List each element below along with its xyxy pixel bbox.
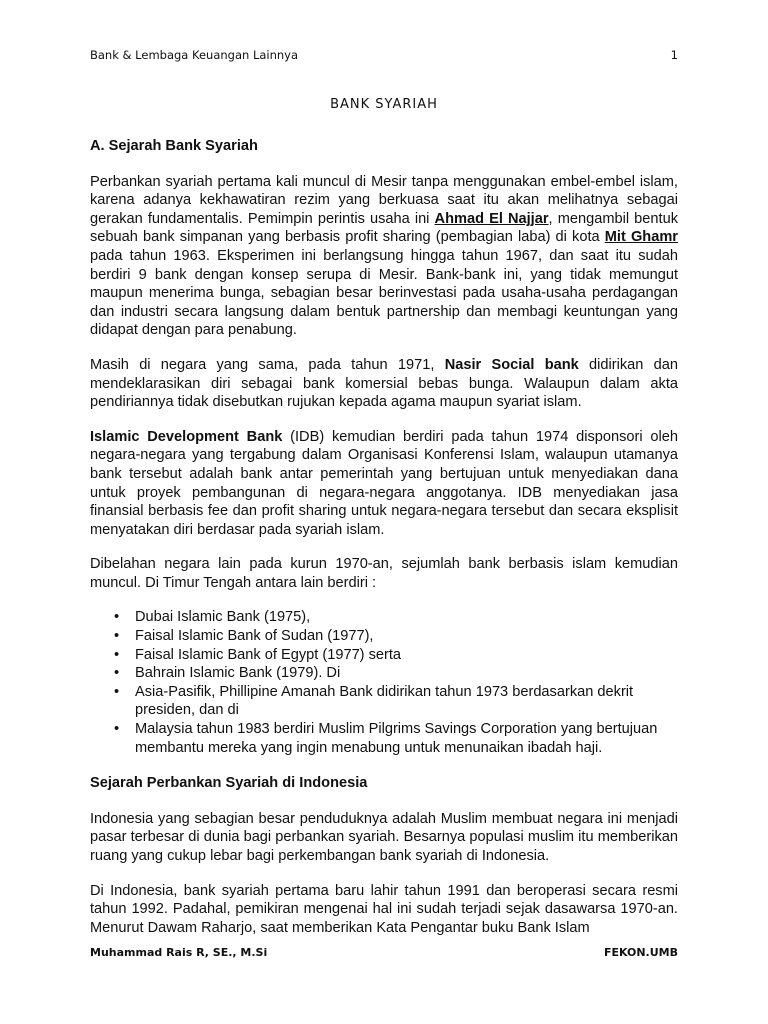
bank-list	[90, 608, 678, 757]
list-item: • Bahrain Islamic Bank (1979). Di	[114, 665, 341, 682]
page-footer	[90, 946, 678, 959]
bullet-icon: •	[114, 665, 120, 682]
highlight-islamic-development-bank: Islamic Development Bank	[90, 428, 283, 445]
section-heading-sejarah: A. Sejarah Bank Syariah	[90, 138, 258, 154]
paragraph-1970an: Dibelahan negara lain pada kurun 1970-an, sejumlah bank berbasis islam kemudian muncul. Di Timur Tengah antara lain berdiri :	[90, 556, 678, 591]
footer-author: Muhammad Rais R, SE., M.Si	[90, 946, 268, 959]
document-title: BANK SYARIAH	[330, 97, 438, 112]
document-body	[90, 137, 678, 937]
list-item: • Faisal Islamic Bank of Sudan (1977),	[114, 628, 374, 645]
list-item: • Faisal Islamic Bank of Egypt (1977) serta	[114, 646, 402, 663]
bullet-icon: •	[114, 609, 120, 626]
section-heading-indonesia: Sejarah Perbankan Syariah di Indonesia	[90, 775, 368, 792]
paragraph-nasir-social-bank: Masih di negara yang sama, pada tahun 1971, Nasir Social bank didirikan dan mendeklarasikan diri sebagai bank komersial bebas bunga. Walaupun dalam akta pendiriannya tidak disebutkan rujukan kepada agama maupun syariat islam.	[90, 356, 678, 411]
bullet-icon: •	[114, 721, 120, 738]
paragraph-indonesia-pasar: Indonesia yang sebagian besar penduduknya adalah Muslim membuat negara ini menjadi pasar terbesar di dunia bagi perbankan syariah. Besarnya populasi muslim itu memberikan ruang yang cukup lebar bagi perkembangan bank syariah di Indonesia.	[90, 810, 678, 864]
highlight-mit-ghamr: Mit Ghamr	[604, 229, 678, 246]
highlight-ahmad-el-najjar: Ahmad El Najjar	[434, 210, 549, 227]
paragraph-mesir: Perbankan syariah pertama kali muncul di Mesir tanpa menggunakan embel-embel islam, karena adanya kekhawatiran rezim yang berkuasa saat itu akan melihatnya sebagai gerakan fundamentalis. Pemimpin perintis usaha ini Ahmad El Najjar, mengambil bentuk sebuah bank simpanan yang berbasis profit sharing (pembagian laba) di kota Mit Ghamr pada tahun 1963. Eksperimen ini berlangsung hingga tahun 1967, dan saat itu sudah berdiri 9 bank dengan konsep serupa di Mesir. Bank-bank ini, yang tidak memungut maupun menerima bunga, sebagian besar berinvestasi pada usaha-usaha perdagangan dan industri secara langsung dalam bentuk partnership dan membagi keuntungan yang didapat dengan para penabung.	[90, 173, 678, 339]
highlight-nasir-social-bank: Nasir Social bank	[444, 356, 579, 373]
page-number: 1	[670, 48, 678, 62]
list-item: • Malaysia tahun 1983 berdiri Muslim Pilgrims Savings Corporation yang bertujuan membantu mereka yang ingin menabung untuk menunaikan ibadah haji.	[114, 721, 658, 756]
list-item: • Dubai Islamic Bank (1975),	[114, 609, 311, 626]
bullet-icon: •	[114, 683, 120, 700]
footer-institution: FEKON.UMB	[603, 946, 678, 959]
paragraph-indonesia-1991: Di Indonesia, bank syariah pertama baru lahir tahun 1991 dan beroperasi secara resmi tahun 1992. Padahal, pemikiran mengenai hal ini sudah terjadi sejak dasawarsa 1970-an. Menurut Dawam Raharjo, saat memberikan Kata Pengantar buku Bank Islam	[90, 882, 678, 936]
bullet-icon: •	[114, 646, 120, 663]
bullet-icon: •	[114, 628, 120, 645]
paragraph-idb: Islamic Development Bank (IDB) kemudian berdiri pada tahun 1974 disponsori oleh negara-negara yang tergabung dalam Organisasi Konferensi Islam, walaupun utamanya bank tersebut adalah bank antar pemerintah yang bertujuan untuk menyediakan dana untuk proyek pembangunan di negara-negara anggotanya. IDB menyediakan jasa finansial berbasis fee dan profit sharing untuk negara-negara tersebut dan secara eksplisit menyatakan diri berdasar pada syariah islam.	[90, 428, 678, 538]
header-title: Bank & Lembaga Keuangan Lainnya	[90, 48, 299, 62]
list-item: • Asia-Pasifik, Phillipine Amanah Bank didirikan tahun 1973 berdasarkan dekrit presiden, dan di	[114, 683, 634, 719]
page-header	[90, 48, 678, 62]
